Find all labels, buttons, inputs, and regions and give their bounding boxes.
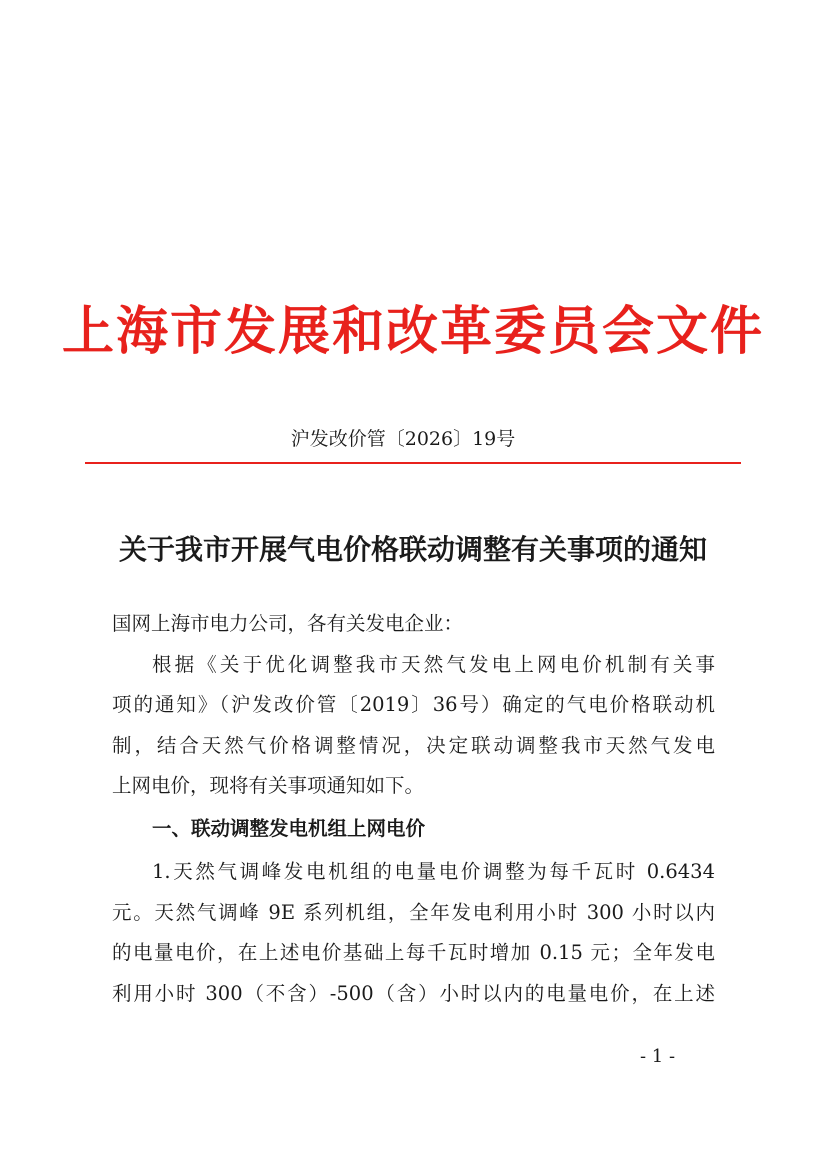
red-divider-line	[85, 462, 741, 464]
section-heading: 一、联动调整发电机组上网电价	[152, 817, 426, 840]
page-number: - 1 -	[640, 1046, 676, 1067]
paragraph-line: 上网电价，现将有关事项通知如下。	[112, 774, 425, 797]
paragraph-line: 元。天然气调峰 9E 系列机组，全年发电利用小时 300 小时以内	[112, 901, 715, 924]
paragraph-line: 项的通知》（沪发改价管〔2019〕36号）确定的气电价格联动机	[112, 693, 715, 716]
addressee-line: 国网上海市电力公司，各有关发电企业：	[112, 612, 464, 635]
document-number: 沪发改价管〔2026〕19号	[290, 428, 516, 450]
paragraph-line: 1.天然气调峰发电机组的电量电价调整为每千瓦时 0.6434	[152, 860, 715, 883]
paragraph-line: 的电量电价，在上述电价基础上每千瓦时增加 0.15 元；全年发电	[112, 941, 715, 964]
paragraph-line: 利用小时 300（不含）-500（含）小时以内的电量电价，在上述	[112, 982, 715, 1005]
agency-title: 上海市发展和改革委员会文件	[61, 301, 764, 362]
paragraph-line: 制，结合天然气价格调整情况，决定联动调整我市天然气发电	[112, 734, 715, 757]
document-title: 关于我市开展气电价格联动调整有关事项的通知	[118, 533, 707, 566]
paragraph-line: 根据《关于优化调整我市天然气发电上网电价机制有关事	[152, 653, 715, 676]
